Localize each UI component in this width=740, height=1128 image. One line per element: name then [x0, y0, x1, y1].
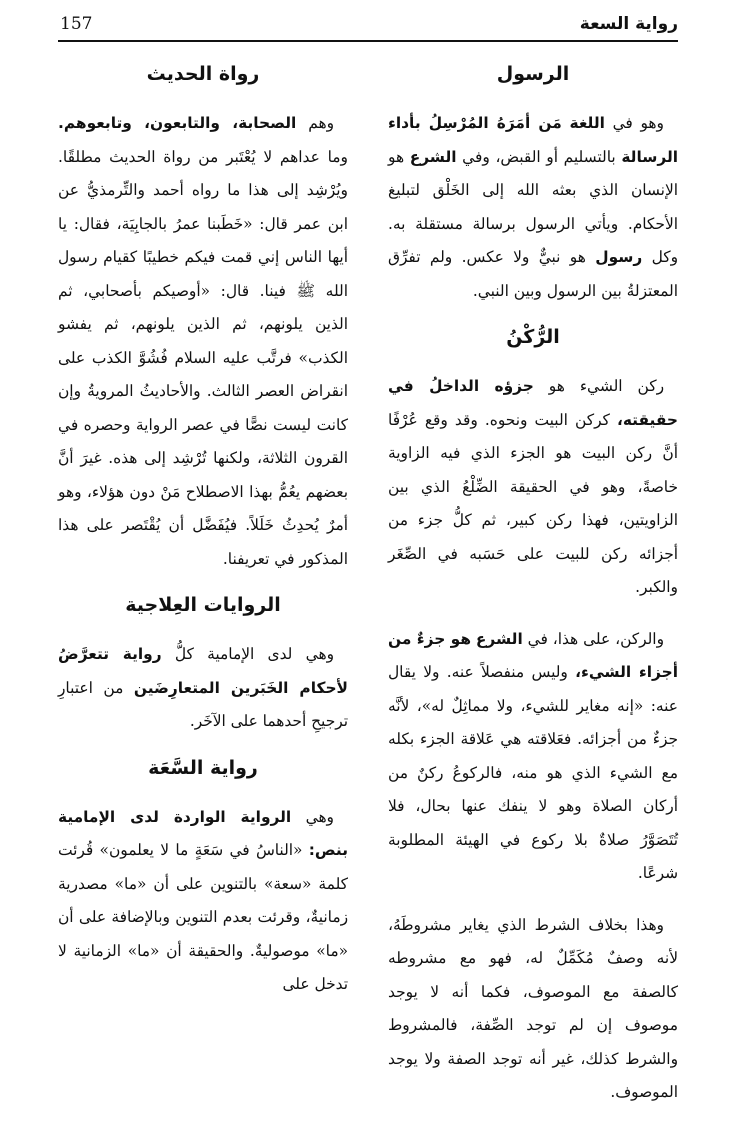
text-run: والركن، على هذا، في — [522, 629, 665, 648]
text-run: وما عداهم لا يُعْتَبر من رواة الحديث مطلقًا. ويُرْشِد إلى هذا ما رواه أحمد والتِّرمذيُّ عن ابن عمر قال: «خَطَبنا عمرُ بالجابِيَة، فقال: يا أيها الناس إني قمت فيكم خطيبًا كقيام رسول الله ﷺ فينا. قال: «أوصيكم بأصحابي، ثم الذين يلونهم، ثم الذين يلونهم، ثم يفشو الكذب» فرتَّب عليه السلام فُشُوَّ الكذب على انقراض العصر الثالث. والأحاديثُ المرويةُ وإن كانت ليست نصًّا في عصر الرواية وحصره في القرون الثلاثة، ولكنها تُرْشِد إلى هذه. غيرَ أنَّ بعضهم يعُمُّ بهذا الاصطلاح مَنْ دون هؤلاء، وهو أمرٌ يُحدِثُ خَلَلاً. فيُفَضَّل أن يُقْتَصر على هذا المذكور في تعريفنا. — [58, 147, 348, 568]
text-run: هو نبيٌّ ولا عكس. ولم تفرِّق المعتزلةُ بين الرسول وبين النبي. — [388, 248, 678, 300]
text-run: كركن البيت ونحوه. وقد وقع عُرْفًا أنَّ ركن البيت هو الجزء الذي فيه الزاوية خاصةً، وهو في الحقيقة الضِّلْعُ الذي بين الزاويتين، فهذا ركن كبير، ثم كلُّ جزء من أجزائه ركن للبيت على حَسَبه في الصِّغَر والكبر. — [388, 410, 678, 596]
text-run: وهذا بخلاف الشرط الذي يغاير مشروطَهُ، لأنه وصفٌ مُكَمِّلٌ له، فهو مع مشروطه كالصفة مع الموصوف، فكما أنه لا يوجد موصوف إن لم توجد الصِّفة، فالمشروط والشرط كذلك، غير أنه توجد الصفة ولا يوجد الموصوف. — [388, 915, 678, 1101]
right-column — [388, 55, 678, 1128]
section-heading-saa: رواية السَّعَة — [148, 756, 258, 779]
section-heading-rukn: الرُّكْنُ — [506, 326, 560, 348]
text-run: وهي — [291, 807, 334, 826]
bold-term: رسول — [595, 248, 643, 266]
paragraph-rukn-1 — [388, 370, 678, 605]
text-run: «الناسُ في سَعَةٍ ما لا يعلمون» قُرئت كلمة «سعة» بالتنوين على أن «ما» مصدرية زمانيةٌ، وقرئت بعدم التنوين وبالإضافة على أن «ما» موصوليةٌ. والحقيقة أن «ما» الزمانية لا تدخل على — [58, 841, 348, 993]
paragraph-saa — [58, 801, 348, 1002]
bold-term: الرواية الواردة لدى الإمامية بنص: — [58, 807, 348, 859]
bold-term: الصحابة، والتابعون، وتابعوهم. — [58, 114, 297, 132]
text-run: وهي لدى الإمامية كلُّ — [161, 645, 335, 663]
bold-term: الشرع — [409, 147, 457, 166]
bold-term: رواية تتعرَّضُ لأحكام الخَبَرين المتعارِضَين — [58, 645, 348, 697]
text-run: من اعتبارِ ترجيحِ أحدهما على الآخَر. — [58, 678, 348, 730]
text-run — [562, 114, 570, 132]
section-heading-rasul: الرسول — [496, 63, 570, 85]
text-run: بالتسليم أو القبض، وفي — [456, 147, 622, 166]
bold-term: الشرع — [475, 629, 523, 648]
paragraph-ruwat — [58, 107, 348, 576]
section-heading-ilajiya: الروايات العِلاجية — [125, 594, 281, 616]
text-run: هو الإنسان الذي بعثه الله إلى الخَلْق لتبليغ الأحكام. ويأتي الرسول برسالة مستقلة به. وكل — [388, 147, 679, 266]
paragraph-rukn-3 — [388, 909, 678, 1110]
running-header — [58, 12, 678, 42]
paragraph-rukn-2 — [388, 623, 678, 891]
left-column — [58, 55, 348, 1020]
paragraph-ilajiya — [58, 638, 348, 739]
bold-term: جزؤه الداخلُ في حقيقته، — [388, 377, 678, 429]
running-title: رواية السعة — [579, 14, 678, 34]
bold-term: مَن أمَرَهُ المُرْسِلُ بأداء الرسالة — [388, 114, 678, 166]
text-run: وليس منفصلاً عنه. ولا يقال عنه: «إنه مغاير للشيء، ولا مماثِلٌ له»، لأنَّه جزءٌ من أجزائه. فعَلاقته هي عَلاقة الجزء بكله مع الشيء الذي هو منه، فالركوعُ ركنٌ من أركان الصلاة وهو لا ينفك عنها بحال، فلا تُتَصَوَّرُ صلاةٌ بلا ركوع في الهيئة المطلوبة شرعًا. — [388, 663, 678, 882]
paragraph-rasul — [388, 107, 678, 308]
bold-term: اللغة — [569, 114, 605, 132]
section-heading-ruwat: رواة الحديث — [146, 63, 260, 85]
text-run: وهم — [296, 114, 335, 132]
page-number: 157 — [60, 14, 93, 34]
bold-term: هو جزءٌ من أجزاء الشيء، — [388, 629, 678, 681]
text-run: وهو في — [604, 114, 664, 132]
text-run: ركن الشيء هو — [533, 377, 665, 395]
